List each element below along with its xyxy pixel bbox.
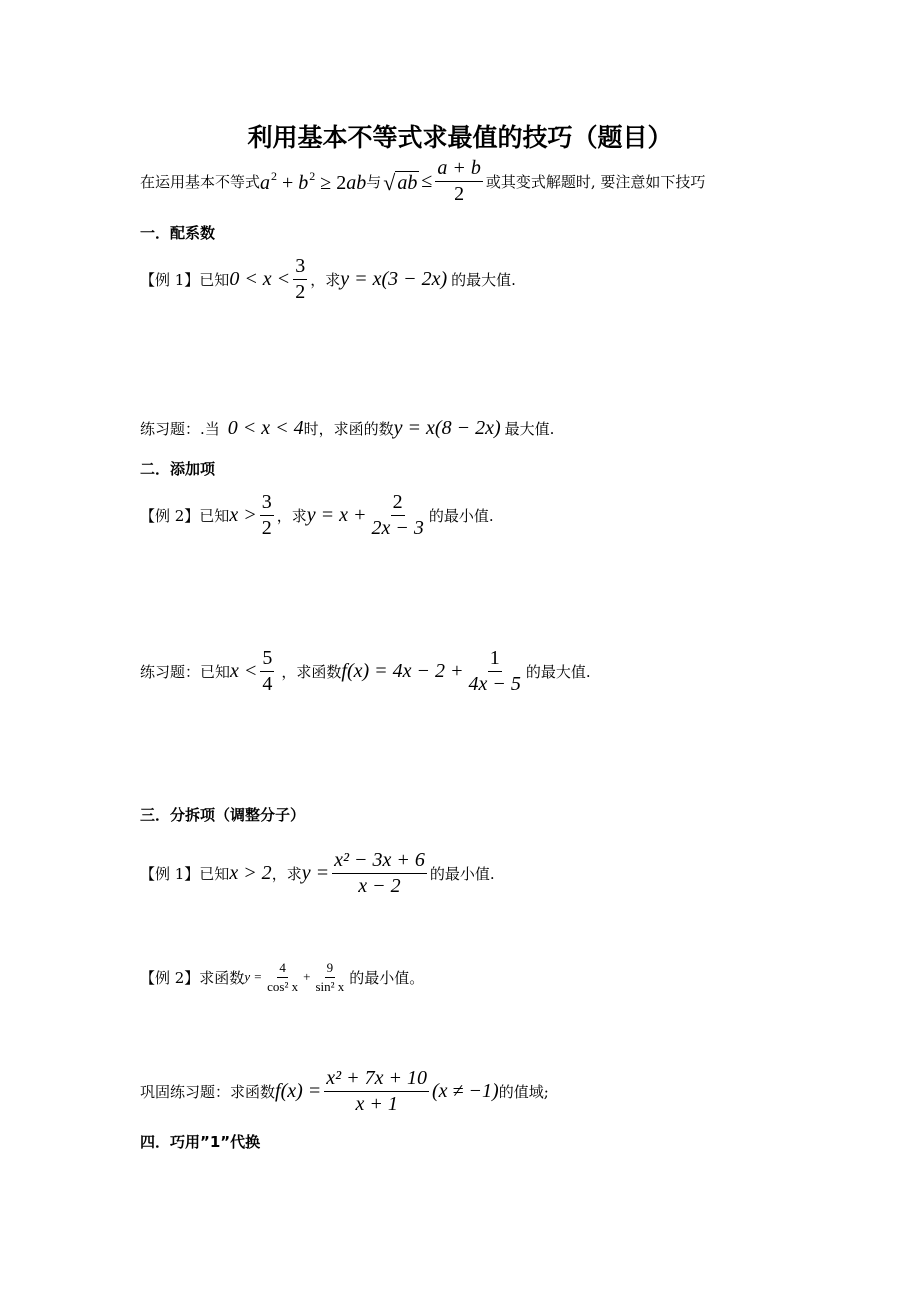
- section-3-heading: 三．分拆项（调整分子）: [140, 806, 306, 824]
- section-1-heading: 一．配系数: [140, 224, 216, 242]
- intro-leq: ≤: [421, 170, 433, 192]
- intro-formula: $a^2 + b^2 \ge 2ab$: [260, 168, 367, 194]
- page-title: 利用基本不等式求最值的技巧（题目）: [247, 123, 673, 152]
- condition-fraction: $\frac{5}{4}$: [262, 647, 273, 695]
- condition-formula: 0 < x < 4: [227, 417, 304, 439]
- example-label: 【例 2】已知: [140, 507, 230, 525]
- practice-label: 巩固练习题：求函数: [140, 1083, 276, 1101]
- condition-fraction: $\frac{3}{2}$: [261, 491, 272, 539]
- function-formula: y = x(3 − 2x): [340, 268, 448, 290]
- intro-line: [140, 158, 705, 205]
- practice-label: 练习题：.当: [140, 420, 220, 438]
- function-fraction: $\frac{2}{2x - 3}$: [371, 491, 424, 539]
- intro-text-before: 在运用基本不等式: [140, 173, 261, 191]
- section-4-heading: 四．巧用”1”代换: [140, 1133, 261, 1151]
- function-formula: y = x(8 − 2x): [393, 417, 501, 439]
- function-fraction: $\frac{\text{x² + 7x + 10}}{x + 1}$: [326, 1067, 428, 1115]
- section-3-example-2: [140, 961, 424, 993]
- section-2-practice: [140, 648, 591, 695]
- function-formula: f(x) =: [275, 1080, 322, 1102]
- example-connector: ，求: [271, 865, 302, 883]
- function-fraction: $\frac{\text{x² − 3x + 6}}{x - 2}$: [334, 849, 425, 897]
- example-goal: 的最小值.: [428, 507, 494, 525]
- section-2-example-2: [140, 492, 494, 539]
- function-fraction-cos: $\frac{4}{\text{cos² x}}$: [267, 960, 299, 994]
- function-fraction: $\frac{1}{4x - 5}$: [468, 647, 521, 695]
- example-goal: 的最大值.: [451, 271, 516, 289]
- example-label: 【例 1】已知: [140, 271, 230, 289]
- function-fraction-sin: $\frac{9}{\text{sin² x}}$: [315, 960, 345, 994]
- section-2-heading: 二．添加项: [140, 460, 216, 478]
- section-1-practice: [140, 417, 554, 440]
- function-formula: f(x) = 4x − 2 +: [341, 660, 464, 682]
- domain-condition: (x ≠ −1): [432, 1080, 499, 1102]
- practice-label: 练习题：已知: [140, 663, 231, 681]
- section-1-example-1: [140, 256, 516, 303]
- practice-goal: 的值域;: [498, 1083, 549, 1101]
- condition-formula: x > 2: [229, 862, 272, 884]
- example-connector: ，求: [310, 271, 341, 289]
- practice-connector: 时，求函的数: [303, 420, 394, 438]
- condition-formula: x <: [230, 660, 258, 682]
- example-connector: ，求: [276, 507, 307, 525]
- section-3-practice: [140, 1068, 549, 1115]
- practice-goal: 最大值.: [504, 420, 555, 438]
- intro-fraction: $\frac{a + b}{2}$: [437, 157, 481, 205]
- plus-sign: +: [303, 969, 311, 985]
- condition-fraction: $\frac{3}{2}$: [295, 255, 306, 303]
- practice-goal: 的最大值.: [525, 663, 591, 681]
- example-goal: 的最小值.: [429, 865, 495, 883]
- example-label: 【例 2】求函数: [140, 968, 245, 987]
- section-3-example-1: [140, 850, 495, 897]
- example-label: 【例 1】已知: [140, 865, 230, 883]
- condition-formula: 0 < x <: [229, 268, 291, 290]
- intro-text-after: 或其变式解题时, 要注意如下技巧: [485, 173, 706, 191]
- condition-formula: x >: [229, 504, 257, 526]
- intro-connector: 与: [366, 173, 382, 191]
- function-formula: y =: [244, 969, 263, 985]
- practice-connector: ，求函数: [281, 663, 342, 681]
- function-formula: y = x +: [306, 504, 367, 526]
- function-formula: y =: [301, 862, 330, 884]
- intro-sqrt: √ ab: [383, 169, 418, 195]
- example-goal: 的最小值。: [349, 968, 425, 987]
